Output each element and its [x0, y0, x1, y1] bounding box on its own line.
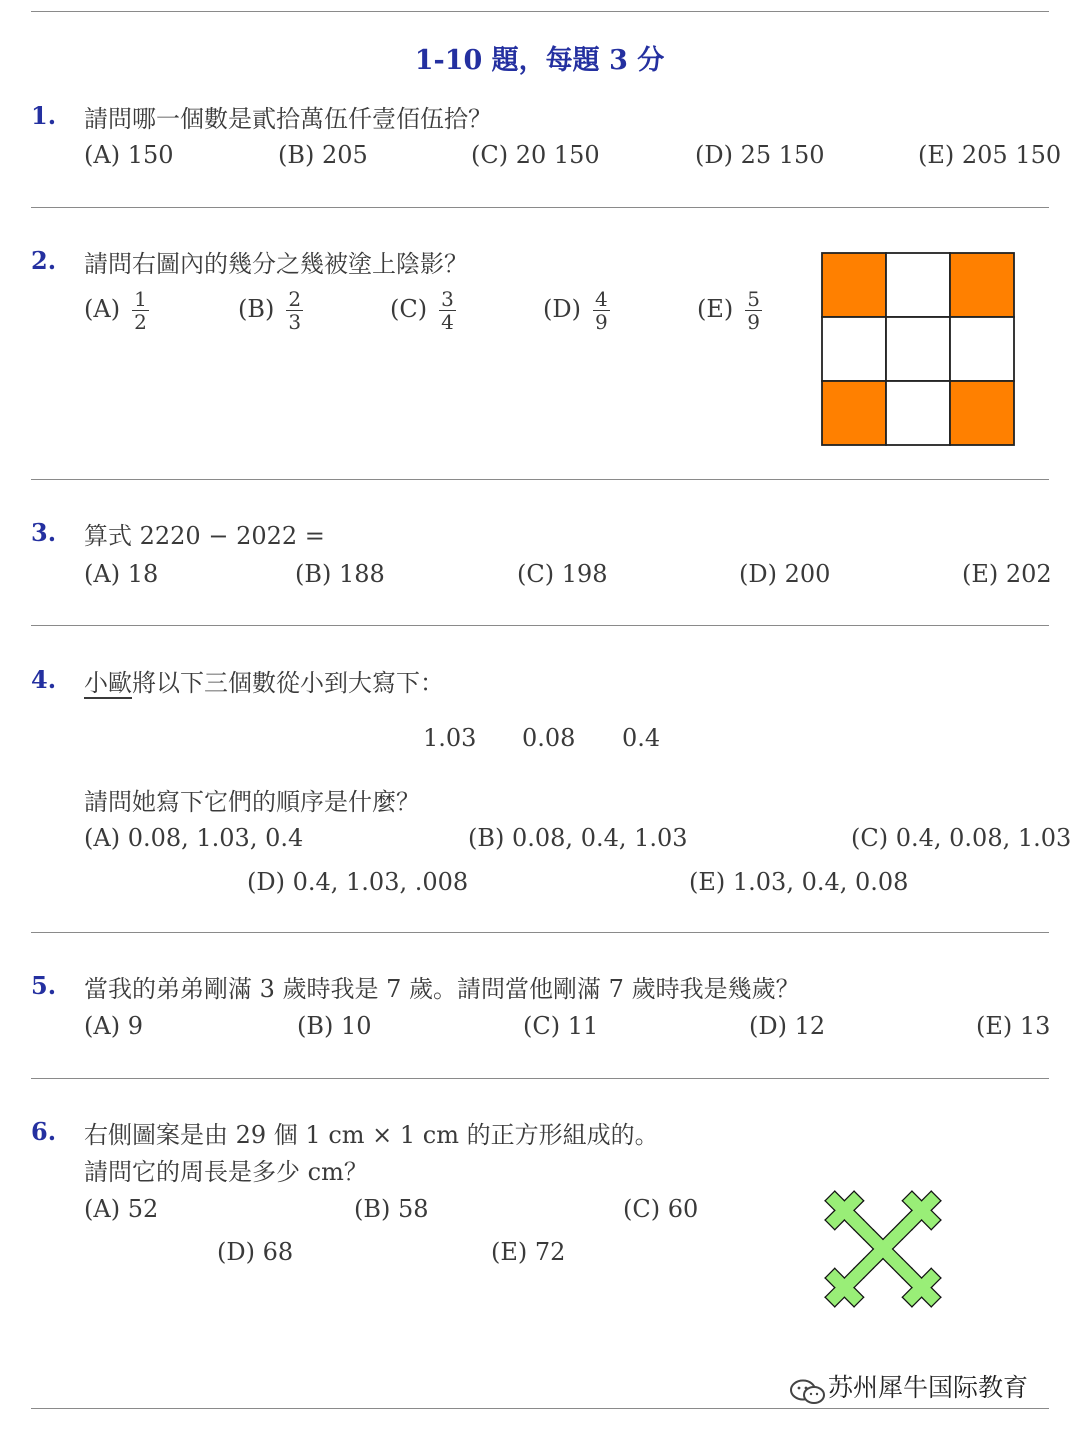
fraction [132, 288, 149, 333]
divider [31, 625, 1049, 626]
numerator: 5 [747, 287, 760, 311]
option-label: (E) [697, 295, 734, 323]
unshaded-cell [886, 381, 950, 445]
wechat-icon [788, 1377, 828, 1407]
option-e: (E) 1.03, 0.4, 0.08 [689, 868, 909, 896]
option-c: (C) 11 [523, 1012, 599, 1040]
question-text [84, 663, 444, 698]
option-c: (C) 0.4, 0.08, 1.03 [851, 824, 1072, 852]
option-e: (E) 202 [962, 560, 1052, 588]
denominator: 9 [747, 310, 760, 334]
unshaded-cell [886, 317, 950, 381]
divider [31, 1078, 1049, 1079]
question-text: 算式 2220 − 2022 = [84, 522, 325, 550]
option-a: (A) 52 [84, 1195, 159, 1223]
option-label: (B) [238, 295, 275, 323]
shaded-grid-figure [820, 251, 1016, 447]
option-label: (C) [390, 295, 428, 323]
option-a: (A) 9 [84, 1012, 143, 1040]
option-b [238, 288, 303, 333]
denominator: 9 [594, 310, 608, 334]
option-a [84, 288, 149, 333]
question-text-rest: 將以下三個數從小到大寫下： [132, 669, 444, 697]
fraction [593, 288, 610, 333]
fraction [745, 288, 762, 333]
option-a: (A) 150 [84, 141, 174, 169]
option-c: (C) 20 150 [471, 141, 600, 169]
numerator: 1 [134, 287, 147, 311]
numerator: 4 [594, 287, 608, 311]
question-number: 2. [31, 246, 57, 275]
cross-fractal-figure [752, 1118, 1014, 1380]
option-d [543, 288, 610, 333]
denominator: 4 [441, 310, 454, 334]
shaded-cell [950, 381, 1014, 445]
question-number: 6. [31, 1117, 57, 1146]
divider [31, 207, 1049, 208]
number-1: 1.03 [423, 724, 477, 752]
watermark [788, 1368, 1028, 1407]
numerator: 2 [288, 287, 302, 311]
person-name: 小歐 [84, 669, 132, 697]
option-e [697, 288, 762, 333]
option-c [390, 288, 456, 333]
option-d: (D) 0.4, 1.03, .008 [247, 868, 469, 896]
option-b: (B) 205 [278, 141, 368, 169]
denominator: 2 [134, 310, 147, 334]
option-d: (D) 12 [749, 1012, 826, 1040]
option-b: (B) 58 [354, 1195, 429, 1223]
divider [31, 479, 1049, 480]
shaded-cell [822, 381, 886, 445]
question-text: 請問哪一個數是貳拾萬伍仟壹佰伍拾？ [84, 105, 492, 133]
section-header: 1-10 題，每題 3 分 [414, 45, 665, 76]
option-b: (B) 188 [295, 560, 385, 588]
number-2: 0.08 [522, 724, 576, 752]
option-d: (D) 68 [217, 1238, 294, 1266]
question-text-line2: 請問它的周長是多少 cm？ [84, 1158, 368, 1186]
option-label: (D) [543, 295, 581, 323]
question-text: 當我的弟弟剛滿 3 歲時我是 7 歲。請問當他剛滿 7 歲時我是幾歲？ [84, 975, 800, 1003]
shaded-cell [822, 253, 886, 317]
option-a: (A) 0.08, 1.03, 0.4 [84, 824, 304, 852]
unshaded-cell [950, 317, 1014, 381]
divider [31, 1408, 1049, 1409]
unshaded-cell [822, 317, 886, 381]
divider [31, 932, 1049, 933]
option-c: (C) 198 [517, 560, 608, 588]
option-b: (B) 10 [297, 1012, 372, 1040]
question-number: 3. [31, 518, 57, 547]
denominator: 3 [288, 310, 302, 334]
question-subtext: 請問她寫下它們的順序是什麼？ [84, 788, 420, 816]
question-number: 4. [31, 665, 57, 694]
number-3: 0.4 [622, 724, 661, 752]
option-e: (E) 13 [976, 1012, 1051, 1040]
unshaded-cell [886, 253, 950, 317]
fraction [439, 288, 456, 333]
numerator: 3 [441, 287, 454, 311]
option-e: (E) 205 150 [918, 141, 1062, 169]
watermark-text: 苏州犀牛国际教育 [828, 1373, 1029, 1402]
option-e: (E) 72 [491, 1238, 566, 1266]
divider [31, 11, 1049, 12]
question-text: 右側圖案是由 29 個 1 cm × 1 cm 的正方形組成的。 [84, 1121, 659, 1149]
question-number: 5. [31, 971, 57, 1000]
fraction [286, 288, 303, 333]
question-number: 1. [31, 101, 57, 130]
option-d: (D) 25 150 [695, 141, 825, 169]
option-d: (D) 200 [739, 560, 831, 588]
option-label: (A) [84, 295, 121, 323]
option-b: (B) 0.08, 0.4, 1.03 [468, 824, 688, 852]
question-text: 請問右圖內的幾分之幾被塗上陰影？ [84, 250, 468, 278]
option-c: (C) 60 [623, 1195, 699, 1223]
option-a: (A) 18 [84, 560, 159, 588]
shaded-cell [950, 253, 1014, 317]
